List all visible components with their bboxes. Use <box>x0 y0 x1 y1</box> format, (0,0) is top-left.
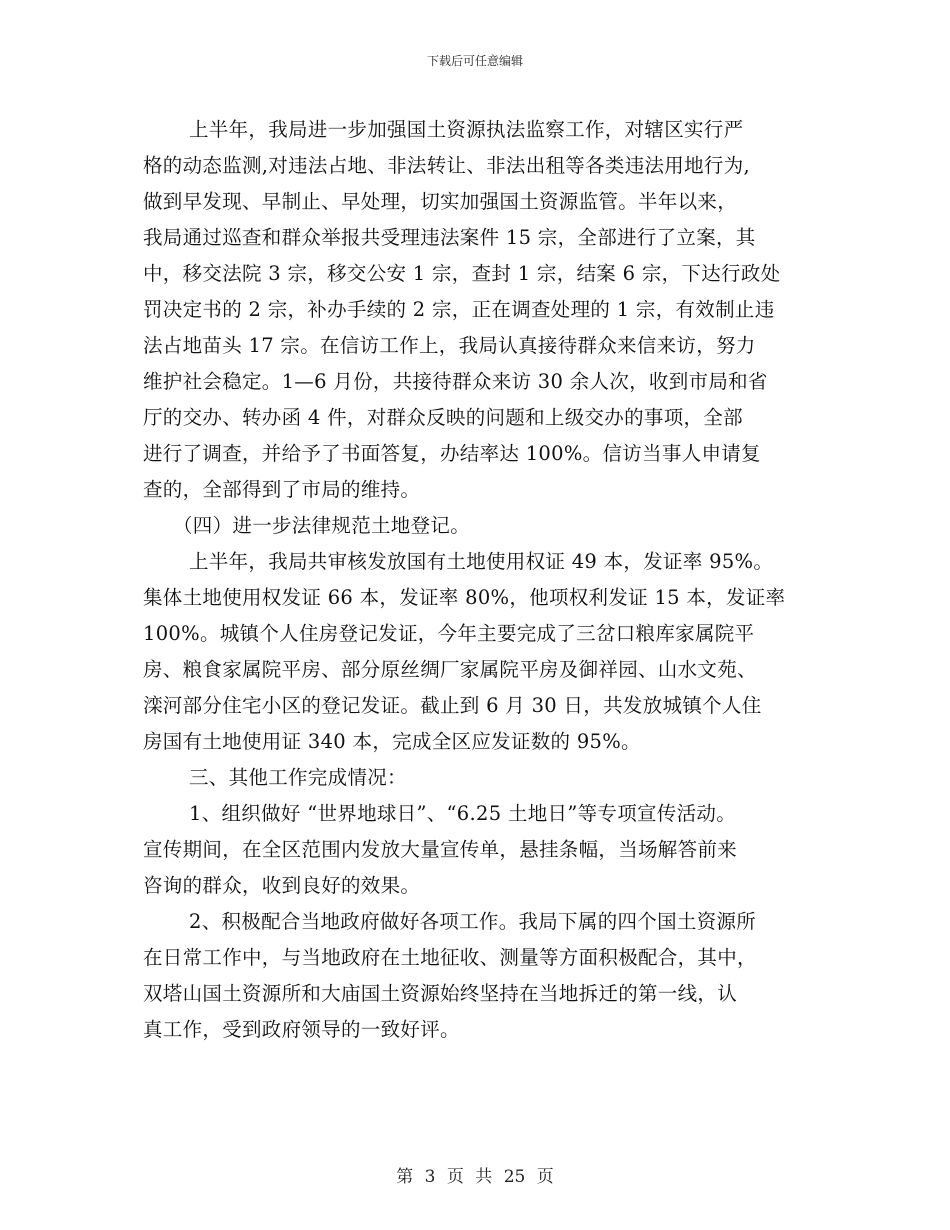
text-line: 我局通过巡查和群众举报共受理违法案件 15 宗，全部进行了立案，其 <box>143 226 756 249</box>
text-line: 房、粮食家属院平房、部分原丝绸厂家属院平房及御祥园、山水文苑、 <box>143 658 757 681</box>
text-line: 真工作，受到政府领导的一致好评。 <box>143 1018 460 1041</box>
text-line: 上半年，我局进一步加强国土资源执法监察工作，对辖区实行严 <box>189 118 744 141</box>
page-header: 下载后可任意编辑 <box>426 54 523 68</box>
text-line: 上半年，我局共审核发放国有土地使用权证 49 本，发证率 95%。 <box>189 550 774 573</box>
text-line: 100%。城镇个人住房登记发证，今年主要完成了三岔口粮库家属院平 <box>143 622 755 645</box>
text-line: 集体土地使用权发证 66 本，发证率 80%，他项权利发证 15 本，发证率 <box>143 586 786 609</box>
text-line: 查的，全部得到了市局的维持。 <box>143 478 421 501</box>
text-line: 在日常工作中，与当地政府在土地征收、测量等方面积极配合，其中， <box>143 946 757 969</box>
text-line: 中，移交法院 3 宗，移交公安 1 宗，查封 1 宗，结案 6 宗，下达行政处 <box>143 262 781 285</box>
document-body <box>143 112 828 1048</box>
text-line: 滦河部分住宅小区的登记发证。截止到 6 月 30 日，共发放城镇个人住 <box>143 694 762 717</box>
text-line: 咨询的群众，收到良好的效果。 <box>143 874 421 897</box>
text-line: 格的动态监测,对违法占地、非法转让、非法出租等各类违法用地行为, <box>143 154 750 177</box>
section-heading: （四）进一步法律规范土地登记。 <box>173 514 471 537</box>
section-heading: 三、其他工作完成情况： <box>189 766 407 789</box>
text-line: 进行了调查，并给予了书面答复，办结率达 100%。信访当事人申请复 <box>143 442 761 465</box>
text-line: 维护社会稳定。1—6 月份，共接待群众来访 30 余人次，收到市局和省 <box>143 370 768 393</box>
text-line: 双塔山国土资源所和大庙国土资源始终坚持在当地拆迁的第一线，认 <box>143 982 738 1005</box>
text-line: 法占地苗头 17 宗。在信访工作上，我局认真接待群众来信来访，努力 <box>143 334 756 357</box>
text-line: 罚决定书的 2 宗，补办手续的 2 宗，正在调查处理的 1 宗，有效制止违 <box>143 298 775 321</box>
text-line: 1、组织做好 “世界地球日”、“6.25 土地日”等专项宣传活动。 <box>189 802 736 825</box>
text-line: 2、积极配合当地政府做好各项工作。我局下属的四个国土资源所 <box>189 910 757 933</box>
text-line: 房国有土地使用证 340 本，完成全区应发证数的 95%。 <box>143 730 641 753</box>
text-line: 宣传期间，在全区范围内发放大量宣传单，悬挂条幅，当场解答前来 <box>143 838 738 861</box>
text-line: 厅的交办、转办函 4 件，对群众反映的问题和上级交办的事项，全部 <box>143 406 743 429</box>
page-number: 第 3 页 共 25 页 <box>396 1167 554 1187</box>
text-line: 做到早发现、早制止、早处理，切实加强国土资源监管。半年以来， <box>143 190 738 213</box>
